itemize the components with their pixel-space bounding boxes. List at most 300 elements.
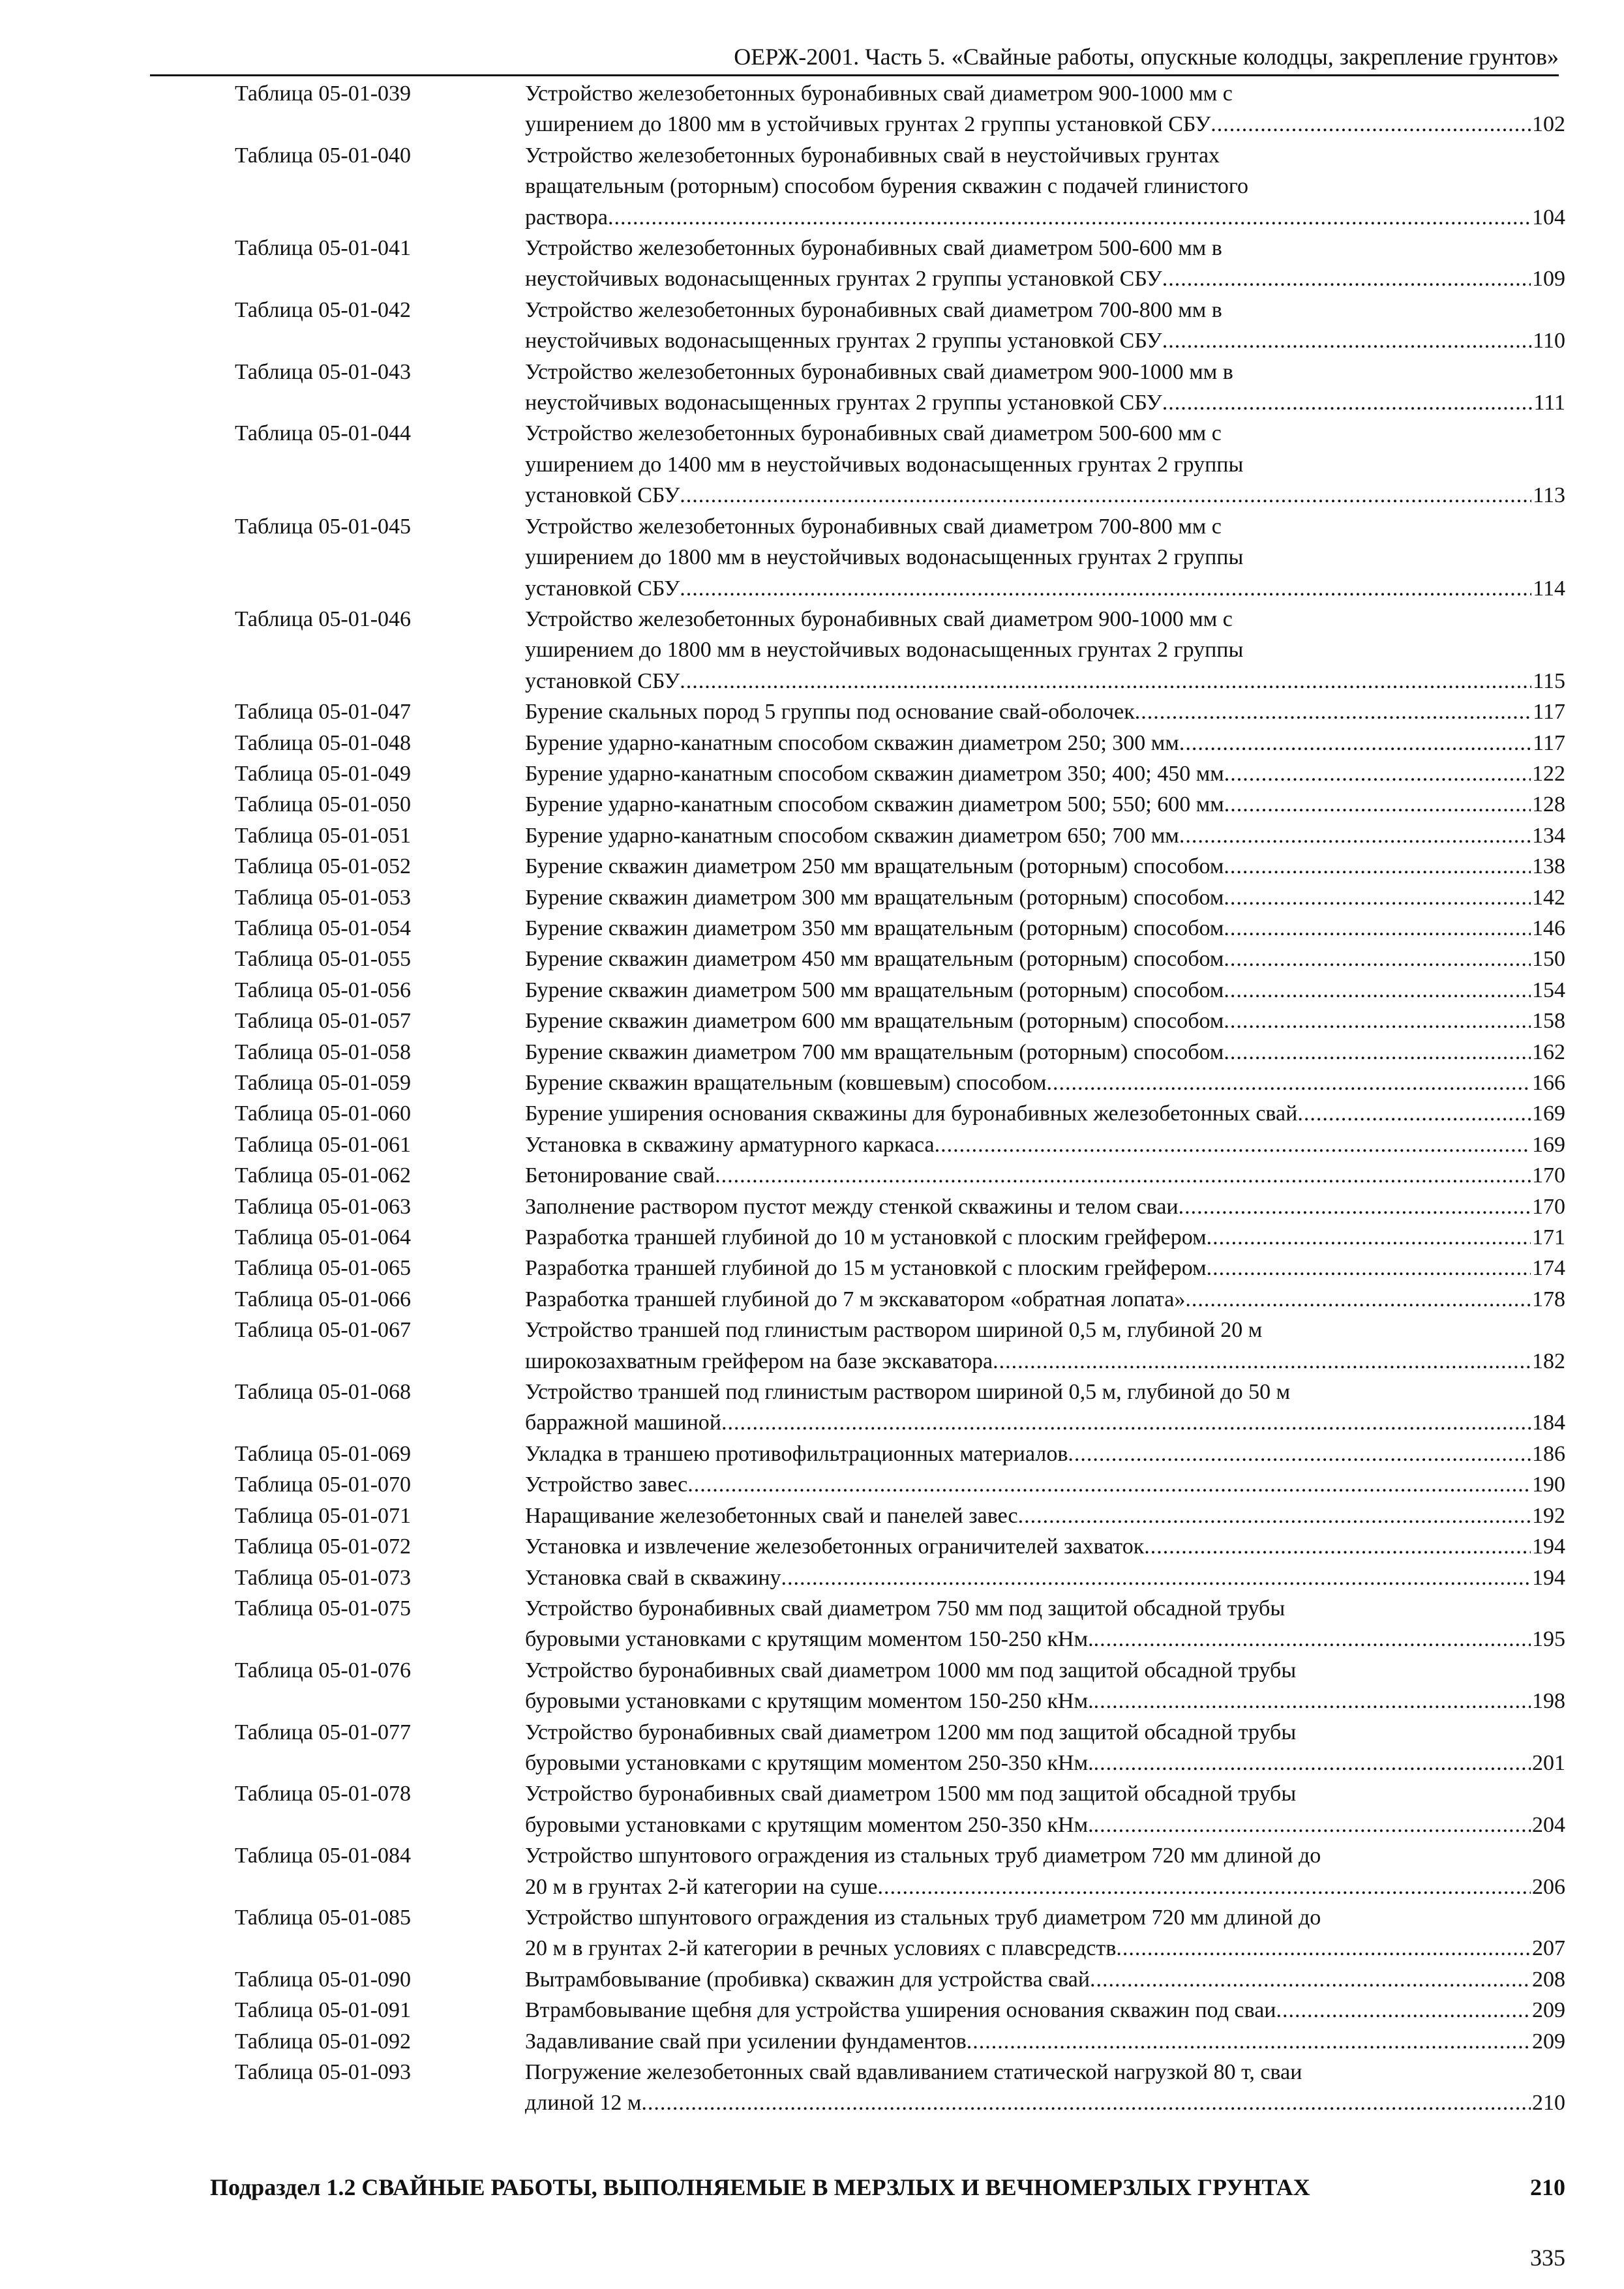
dot-leader bbox=[1018, 1501, 1531, 1531]
toc-table-code: Таблица 05-01-075 bbox=[235, 1596, 412, 1621]
toc-entry bbox=[235, 1964, 1565, 1995]
toc-entry bbox=[235, 1006, 1565, 1036]
toc-page-number: 178 bbox=[1532, 1287, 1565, 1311]
toc-entry bbox=[235, 140, 1565, 233]
toc-page-number: 134 bbox=[1532, 823, 1565, 848]
dot-leader bbox=[1179, 728, 1531, 758]
toc-description-line: буровыми установками с крутящим моментом 250-350 кНм. bbox=[525, 1812, 1094, 1837]
toc-table-code: Таблица 05-01-072 bbox=[235, 1534, 412, 1559]
toc-description-line: Устройство траншей под глинистым раствором шириной 0,5 м, глубиной 20 м bbox=[525, 1318, 1263, 1343]
toc-page-number: 115 bbox=[1533, 668, 1565, 693]
toc-description-line: Разработка траншей глубиной до 15 м установкой с плоским грейфером bbox=[525, 1256, 1207, 1281]
dot-leader bbox=[1047, 1068, 1531, 1098]
toc-page-number: 113 bbox=[1533, 483, 1565, 508]
toc-entry bbox=[235, 975, 1565, 1006]
toc-table-code: Таблица 05-01-053 bbox=[235, 885, 412, 910]
toc-page-number: 194 bbox=[1532, 1565, 1565, 1590]
toc-description-last-line bbox=[525, 1068, 1565, 1098]
toc-description-line: Бурение скважин диаметром 700 мм вращательным (роторным) способом bbox=[525, 1040, 1224, 1064]
toc-description-last-line bbox=[525, 789, 1565, 820]
toc-entry bbox=[235, 604, 1565, 696]
toc-description-line: Устройство завес bbox=[525, 1473, 688, 1497]
toc-description-last-line bbox=[525, 1563, 1565, 1593]
toc-table-code: Таблица 05-01-058 bbox=[235, 1040, 412, 1064]
toc-description-line: Устройство железобетонных буронабивных свай диаметром 700-800 мм в bbox=[525, 297, 1222, 322]
toc-description bbox=[525, 1160, 1565, 1191]
toc-description-line: Устройство буронабивных свай диаметром 1000 мм под защитой обсадной трубы bbox=[525, 1658, 1297, 1683]
toc-page-number: 206 bbox=[1532, 1874, 1565, 1899]
toc-table-code: Таблица 05-01-067 bbox=[235, 1318, 412, 1343]
toc-page-number: 146 bbox=[1532, 916, 1565, 940]
toc-table-code: Таблица 05-01-065 bbox=[235, 1256, 412, 1281]
dot-leader bbox=[1068, 1439, 1531, 1469]
toc-description-line: Бурение скважин диаметром 500 мм вращательным (роторным) способом bbox=[525, 978, 1224, 1002]
toc-table-code: Таблица 05-01-054 bbox=[235, 916, 412, 940]
toc-description bbox=[525, 295, 1565, 357]
toc-page-number: 158 bbox=[1532, 1009, 1565, 1034]
toc-page-number: 174 bbox=[1532, 1256, 1565, 1281]
toc-page-number: 209 bbox=[1532, 1998, 1565, 2023]
toc-table-code: Таблица 05-01-068 bbox=[235, 1380, 412, 1405]
toc-description-line: Устройство буронабивных свай диаметром 1200 мм под защитой обсадной трубы bbox=[525, 1720, 1297, 1744]
toc-table-code: Таблица 05-01-064 bbox=[235, 1225, 412, 1250]
toc-description-line: уширением до 1400 мм в неустойчивых водонасыщенных грунтах 2 группы bbox=[525, 452, 1244, 477]
toc-description bbox=[525, 604, 1565, 696]
toc-description bbox=[525, 820, 1565, 851]
toc-description-last-line bbox=[525, 387, 1565, 418]
dot-leader bbox=[680, 573, 1531, 604]
dot-leader bbox=[680, 666, 1531, 696]
toc-table-code: Таблица 05-01-085 bbox=[235, 1905, 412, 1930]
toc-description bbox=[525, 233, 1565, 295]
toc-description-line: Устройство железобетонных буронабивных свай диаметром 500-600 мм в bbox=[525, 236, 1222, 261]
toc-description-last-line bbox=[525, 263, 1565, 294]
toc-description-line: Устройство траншей под глинистым раствором шириной 0,5 м, глубиной до 50 м bbox=[525, 1380, 1291, 1405]
toc-description-line: Укладка в траншею противофильтрационных материалов bbox=[525, 1441, 1068, 1466]
toc-description bbox=[525, 882, 1565, 913]
toc-entry bbox=[235, 1995, 1565, 2026]
toc-description-line: барражной машиной bbox=[525, 1411, 722, 1435]
toc-description-line: Наращивание железобетонных свай и панелей завес bbox=[525, 1503, 1018, 1528]
toc-description-last-line bbox=[525, 882, 1565, 913]
toc-table-code: Таблица 05-01-057 bbox=[235, 1009, 412, 1034]
dot-leader bbox=[1224, 944, 1531, 974]
toc-description-line: Бурение ударно-канатным способом скважин диаметром 350; 400; 450 мм bbox=[525, 761, 1224, 786]
toc-description-last-line bbox=[525, 696, 1565, 727]
dot-leader bbox=[1162, 325, 1531, 356]
toc-description-line: Бурение скважин диаметром 450 мм вращательным (роторным) способом bbox=[525, 947, 1224, 972]
toc-description-line: Устройство шпунтового ограждения из стальных труб диаметром 720 мм длиной до bbox=[525, 1844, 1321, 1868]
subsection-title: Подраздел 1.2 СВАЙНЫЕ РАБОТЫ, ВЫПОЛНЯЕМЫЕ В МЕРЗЛЫХ И ВЕЧНОМЕРЗЛЫХ ГРУНТАХ bbox=[210, 2174, 1310, 2200]
dot-leader bbox=[1144, 1531, 1531, 1562]
toc-entry bbox=[235, 882, 1565, 913]
dot-leader bbox=[878, 1872, 1531, 1902]
toc-entry bbox=[235, 728, 1565, 758]
toc-table-code: Таблица 05-01-084 bbox=[235, 1844, 412, 1868]
toc-page-number: 122 bbox=[1532, 761, 1565, 786]
toc-description-line: установкой СБУ bbox=[525, 668, 680, 693]
dot-leader bbox=[1162, 387, 1533, 418]
toc-table-code: Таблица 05-01-091 bbox=[235, 1998, 412, 2023]
toc-entry bbox=[235, 851, 1565, 882]
toc-table-code: Таблица 05-01-070 bbox=[235, 1473, 412, 1497]
toc-entry bbox=[235, 1377, 1565, 1439]
toc-description-last-line bbox=[525, 758, 1565, 789]
toc-entry bbox=[235, 357, 1565, 419]
toc-entry bbox=[235, 944, 1565, 974]
dot-leader bbox=[1179, 1191, 1531, 1222]
toc-description-line: буровыми установками с крутящим моментом 150-250 кНм. bbox=[525, 1689, 1094, 1714]
toc-entry bbox=[235, 1469, 1565, 1500]
toc-entry bbox=[235, 1655, 1565, 1717]
toc-entry bbox=[235, 1563, 1565, 1593]
toc-description-line: Бурение ударно-канатным способом скважин диаметром 650; 700 мм bbox=[525, 823, 1179, 848]
toc-description bbox=[525, 1593, 1565, 1655]
dot-leader bbox=[1116, 1933, 1531, 1964]
toc-table-code: Таблица 05-01-092 bbox=[235, 2029, 412, 2054]
toc-entry bbox=[235, 1439, 1565, 1469]
toc-description-line: уширением до 1800 мм в устойчивых грунтах 2 группы установкой СБУ bbox=[525, 112, 1211, 137]
toc-table-code: Таблица 05-01-093 bbox=[235, 2060, 412, 2084]
toc-description-line: длиной 12 м bbox=[525, 2091, 642, 2116]
toc-description bbox=[525, 1778, 1565, 1840]
toc-table-code: Таблица 05-01-060 bbox=[235, 1101, 412, 1126]
toc-page-number: 209 bbox=[1532, 2029, 1565, 2054]
toc-description bbox=[525, 511, 1565, 604]
toc-description-last-line bbox=[525, 1933, 1565, 1964]
toc-description bbox=[525, 1284, 1565, 1315]
toc-page-number: 194 bbox=[1532, 1534, 1565, 1559]
toc-table-code: Таблица 05-01-071 bbox=[235, 1503, 412, 1528]
toc-description-last-line bbox=[525, 1284, 1565, 1315]
toc-description-last-line bbox=[525, 1439, 1565, 1469]
toc-description-last-line bbox=[525, 109, 1565, 140]
toc-description bbox=[525, 944, 1565, 974]
toc-table-code: Таблица 05-01-062 bbox=[235, 1163, 412, 1188]
toc-description bbox=[525, 913, 1565, 944]
toc-entry bbox=[235, 1778, 1565, 1840]
toc-description bbox=[525, 1964, 1565, 1995]
toc-description-last-line bbox=[525, 1872, 1565, 1902]
toc-entry bbox=[235, 1840, 1565, 1902]
dot-leader bbox=[1224, 1006, 1531, 1036]
header-title: ОЕРЖ-2001. Часть 5. «Свайные работы, опускные колодцы, закрепление грунтов» bbox=[734, 44, 1559, 70]
toc-page-number: 208 bbox=[1532, 1967, 1565, 1992]
toc-entry bbox=[235, 1717, 1565, 1779]
toc-entry bbox=[235, 820, 1565, 851]
toc-description-line: Бурение скважин вращательным (ковшевым) способом bbox=[525, 1071, 1047, 1095]
toc-description-line: раствора bbox=[525, 205, 608, 230]
toc-page-number: 154 bbox=[1532, 978, 1565, 1002]
toc-table-code: Таблица 05-01-090 bbox=[235, 1967, 412, 1992]
toc-table-code: Таблица 05-01-050 bbox=[235, 792, 412, 817]
dot-leader bbox=[967, 2026, 1531, 2057]
toc-description-line: Устройство железобетонных буронабивных свай диаметром 500-600 мм с bbox=[525, 421, 1222, 446]
toc-page-number: 117 bbox=[1533, 730, 1565, 755]
toc-entry bbox=[235, 295, 1565, 357]
toc-description bbox=[525, 357, 1565, 419]
toc-description bbox=[525, 696, 1565, 727]
dot-leader bbox=[1094, 1748, 1531, 1778]
toc-table-code: Таблица 05-01-043 bbox=[235, 359, 412, 384]
toc-entry bbox=[235, 758, 1565, 789]
toc-description-line: Устройство буронабивных свай диаметром 1500 мм под защитой обсадной трубы bbox=[525, 1782, 1297, 1806]
dot-leader bbox=[1179, 820, 1531, 851]
toc-description bbox=[525, 728, 1565, 758]
dot-leader bbox=[1224, 789, 1531, 820]
dot-leader bbox=[1162, 263, 1531, 294]
toc-page-number: 110 bbox=[1533, 329, 1565, 353]
toc-description-last-line bbox=[525, 1222, 1565, 1253]
toc-description-line: Устройство железобетонных буронабивных свай в неустойчивых грунтах bbox=[525, 143, 1220, 168]
toc-description-line: Задавливание свай при усилении фундаментов bbox=[525, 2029, 967, 2054]
toc-description bbox=[525, 1655, 1565, 1717]
toc-description-last-line bbox=[525, 2026, 1565, 2057]
dot-leader bbox=[1090, 1964, 1531, 1995]
toc-description-line: установкой СБУ bbox=[525, 576, 680, 601]
dot-leader bbox=[1135, 696, 1531, 727]
toc-description-line: Устройство железобетонных буронабивных свай диаметром 700-800 мм с bbox=[525, 514, 1222, 539]
toc-page-number: 184 bbox=[1532, 1411, 1565, 1435]
toc-description-line: Установка в скважину арматурного каркаса bbox=[525, 1132, 935, 1157]
dot-leader bbox=[680, 480, 1531, 511]
toc-description bbox=[525, 1037, 1565, 1068]
dot-leader bbox=[1207, 1222, 1531, 1253]
toc-page-number: 102 bbox=[1532, 112, 1565, 137]
toc-page-number: 114 bbox=[1533, 576, 1565, 601]
toc-description-line: установкой СБУ bbox=[525, 483, 680, 508]
toc-table-code: Таблица 05-01-055 bbox=[235, 947, 412, 972]
toc-entry bbox=[235, 1098, 1565, 1129]
toc-page-number: 182 bbox=[1532, 1349, 1565, 1373]
toc-description-last-line bbox=[525, 1098, 1565, 1129]
dot-leader bbox=[1224, 1037, 1531, 1068]
toc-description bbox=[525, 758, 1565, 789]
subsection-heading bbox=[210, 2170, 1565, 2204]
toc-page-number: 166 bbox=[1532, 1071, 1565, 1095]
toc-description-line: Втрамбовывание щебня для устройства уширения основания скважин под сваи bbox=[525, 1998, 1276, 2023]
toc-description bbox=[525, 1377, 1565, 1439]
toc-description-line: Бурение скальных пород 5 группы под основание свай-оболочек bbox=[525, 700, 1135, 725]
toc-entry bbox=[235, 789, 1565, 820]
toc-description bbox=[525, 1439, 1565, 1469]
toc-page-number: 109 bbox=[1532, 267, 1565, 292]
toc-description bbox=[525, 1191, 1565, 1222]
toc-page-number: 169 bbox=[1532, 1132, 1565, 1157]
toc-description bbox=[525, 78, 1565, 140]
toc-description-line: уширением до 1800 мм в неустойчивых водонасыщенных грунтах 2 группы bbox=[525, 638, 1244, 663]
toc-entry bbox=[235, 1902, 1565, 1964]
toc-description-last-line bbox=[525, 728, 1565, 758]
dot-leader bbox=[1224, 882, 1531, 913]
toc-table-code: Таблица 05-01-076 bbox=[235, 1658, 412, 1683]
toc-description-line: Бурение ударно-канатным способом скважин диаметром 250; 300 мм bbox=[525, 730, 1179, 755]
toc-description bbox=[525, 418, 1565, 511]
toc-entry bbox=[235, 1531, 1565, 1562]
toc-description-last-line bbox=[525, 820, 1565, 851]
toc-table-code: Таблица 05-01-077 bbox=[235, 1720, 412, 1744]
toc-description-last-line bbox=[525, 913, 1565, 944]
toc-description-line: буровыми установками с крутящим моментом 150-250 кНм. bbox=[525, 1627, 1094, 1652]
toc-description-line: Бурение уширения основания скважины для буронабивных железобетонных свай bbox=[525, 1101, 1298, 1126]
toc-description-line: Разработка траншей глубиной до 10 м установкой с плоским грейфером bbox=[525, 1225, 1207, 1250]
toc-table-code: Таблица 05-01-048 bbox=[235, 730, 412, 755]
dot-leader bbox=[781, 1563, 1531, 1593]
toc-description bbox=[525, 1995, 1565, 2026]
toc-description-last-line bbox=[525, 1810, 1565, 1840]
toc-table-code: Таблица 05-01-047 bbox=[235, 700, 412, 725]
dot-leader bbox=[721, 1407, 1531, 1438]
toc-description-last-line bbox=[525, 1006, 1565, 1036]
toc-description-line: Устройство железобетонных буронабивных свай диаметром 900-1000 мм с bbox=[525, 82, 1233, 106]
dot-leader bbox=[1224, 975, 1531, 1006]
toc-description-last-line bbox=[525, 944, 1565, 974]
toc-description-last-line bbox=[525, 1501, 1565, 1531]
toc-description-last-line bbox=[525, 1346, 1565, 1377]
toc-description bbox=[525, 1253, 1565, 1283]
toc-entry bbox=[235, 1068, 1565, 1098]
toc-description-last-line bbox=[525, 975, 1565, 1006]
toc-description bbox=[525, 1469, 1565, 1500]
toc-description bbox=[525, 1717, 1565, 1779]
toc-description-line: Бурение скважин диаметром 250 мм вращательным (роторным) способом bbox=[525, 854, 1224, 879]
toc-entry bbox=[235, 696, 1565, 727]
toc-page-number: 171 bbox=[1532, 1225, 1565, 1250]
toc-description bbox=[525, 140, 1565, 233]
toc-description-last-line bbox=[525, 1191, 1565, 1222]
dot-leader bbox=[715, 1160, 1531, 1191]
toc-description bbox=[525, 975, 1565, 1006]
toc-entry bbox=[235, 511, 1565, 604]
toc-entry bbox=[235, 913, 1565, 944]
dot-leader bbox=[1094, 1686, 1531, 1716]
toc-page-number: 170 bbox=[1532, 1163, 1565, 1188]
toc-description-last-line bbox=[525, 666, 1565, 696]
toc-table-code: Таблица 05-01-051 bbox=[235, 823, 412, 848]
toc-description-line: Установка и извлечение железобетонных ограничителей захваток bbox=[525, 1534, 1145, 1559]
toc-description-last-line bbox=[525, 1160, 1565, 1191]
toc-entry bbox=[235, 2026, 1565, 2057]
toc-description-last-line bbox=[525, 1531, 1565, 1562]
subsection-page: 210 bbox=[1530, 2174, 1565, 2200]
toc-description-line: Вытрамбовывание (пробивка) скважин для устройства свай bbox=[525, 1967, 1090, 1992]
dot-leader bbox=[1185, 1284, 1531, 1315]
toc-description-line: Разработка траншей глубиной до 7 м экскаватором «обратная лопата» bbox=[525, 1287, 1186, 1311]
toc-page-number: 142 bbox=[1532, 885, 1565, 910]
toc-description-last-line bbox=[525, 1469, 1565, 1500]
toc-description bbox=[525, 1902, 1565, 1964]
toc-entry bbox=[235, 1501, 1565, 1531]
toc-description-last-line bbox=[525, 1624, 1565, 1654]
toc-description-line: уширением до 1800 мм в неустойчивых водонасыщенных грунтах 2 группы bbox=[525, 545, 1244, 570]
dot-leader bbox=[1224, 913, 1531, 944]
toc-description-line: Погружение железобетонных свай вдавливанием статической нагрузкой 80 т, сваи bbox=[525, 2060, 1302, 2084]
toc-table-code: Таблица 05-01-041 bbox=[235, 236, 412, 261]
toc-description bbox=[525, 2057, 1565, 2119]
toc-description bbox=[525, 1840, 1565, 1902]
dot-leader bbox=[1224, 851, 1531, 882]
toc-table-code: Таблица 05-01-052 bbox=[235, 854, 412, 879]
toc-page-number: 104 bbox=[1532, 205, 1565, 230]
toc-page-number: 207 bbox=[1532, 1936, 1565, 1961]
toc-entry bbox=[235, 418, 1565, 511]
toc-entry bbox=[235, 1593, 1565, 1655]
toc-page-number: 201 bbox=[1532, 1750, 1565, 1775]
dot-leader bbox=[1297, 1098, 1531, 1129]
dot-leader bbox=[608, 202, 1531, 233]
toc-description bbox=[525, 851, 1565, 882]
toc-description-last-line bbox=[525, 1964, 1565, 1995]
toc-description-line: Бурение скважин диаметром 600 мм вращательным (роторным) способом bbox=[525, 1009, 1224, 1034]
toc-page-number: 204 bbox=[1532, 1812, 1565, 1837]
toc-description-last-line bbox=[525, 202, 1565, 233]
toc-table-code: Таблица 05-01-044 bbox=[235, 421, 412, 446]
toc-description-last-line bbox=[525, 1686, 1565, 1716]
toc-description bbox=[525, 1531, 1565, 1562]
toc-description-line: Бетонирование свай bbox=[525, 1163, 715, 1188]
dot-leader bbox=[1207, 1253, 1531, 1283]
toc-description-line: неустойчивых водонасыщенных грунтах 2 группы установкой СБУ bbox=[525, 391, 1162, 415]
toc-page-number: 150 bbox=[1532, 947, 1565, 972]
toc-entry bbox=[235, 2057, 1565, 2119]
toc-description-line: неустойчивых водонасыщенных грунтах 2 группы установкой СБУ bbox=[525, 329, 1162, 353]
toc-page-number: 190 bbox=[1532, 1473, 1565, 1497]
toc-page-number: 162 bbox=[1532, 1040, 1565, 1064]
toc-entry bbox=[235, 1315, 1565, 1377]
toc-description-last-line bbox=[525, 851, 1565, 882]
toc-description-last-line bbox=[525, 1748, 1565, 1778]
toc-page-number: 192 bbox=[1532, 1503, 1565, 1528]
toc-description bbox=[525, 1098, 1565, 1129]
toc-description bbox=[525, 1006, 1565, 1036]
toc-page-number: 111 bbox=[1533, 391, 1565, 415]
toc-entry bbox=[235, 1253, 1565, 1283]
toc-page-number: 128 bbox=[1532, 792, 1565, 817]
toc-description-last-line bbox=[525, 1037, 1565, 1068]
toc-description bbox=[525, 2026, 1565, 2057]
dot-leader bbox=[1276, 1995, 1531, 2026]
toc-table-code: Таблица 05-01-073 bbox=[235, 1565, 412, 1590]
toc-description bbox=[525, 1222, 1565, 1253]
toc-table-code: Таблица 05-01-056 bbox=[235, 978, 412, 1002]
toc-table-code: Таблица 05-01-039 bbox=[235, 82, 412, 106]
toc-page-number: 210 bbox=[1532, 2091, 1565, 2116]
page-number: 335 bbox=[1530, 2245, 1565, 2271]
toc-entry bbox=[235, 1222, 1565, 1253]
toc-description-last-line bbox=[525, 1253, 1565, 1283]
toc-page-number: 170 bbox=[1532, 1194, 1565, 1219]
toc-description-last-line bbox=[525, 2087, 1565, 2118]
toc-entry bbox=[235, 1191, 1565, 1222]
toc-page-number: 169 bbox=[1532, 1101, 1565, 1126]
toc-description-line: 20 м в грунтах 2-й категории на суше bbox=[525, 1874, 878, 1899]
toc-table-code: Таблица 05-01-046 bbox=[235, 606, 412, 631]
toc-entry bbox=[235, 1037, 1565, 1068]
toc-entry bbox=[235, 78, 1565, 140]
table-of-contents bbox=[235, 78, 1565, 2119]
toc-description-line: Бурение ударно-канатным способом скважин диаметром 500; 550; 600 мм bbox=[525, 792, 1224, 817]
dot-leader bbox=[1210, 109, 1531, 140]
toc-description-line: вращательным (роторным) способом бурения скважин с подачей глинистого bbox=[525, 174, 1248, 199]
toc-description bbox=[525, 1068, 1565, 1098]
dot-leader bbox=[1224, 758, 1531, 789]
toc-description-last-line bbox=[525, 1130, 1565, 1160]
toc-description-line: Устройство железобетонных буронабивных свай диаметром 900-1000 мм с bbox=[525, 606, 1233, 631]
toc-description-line: 20 м в грунтах 2-й категории в речных условиях с плавсредств bbox=[525, 1936, 1117, 1961]
toc-table-code: Таблица 05-01-045 bbox=[235, 514, 412, 539]
toc-entry bbox=[235, 1284, 1565, 1315]
toc-table-code: Таблица 05-01-049 bbox=[235, 761, 412, 786]
